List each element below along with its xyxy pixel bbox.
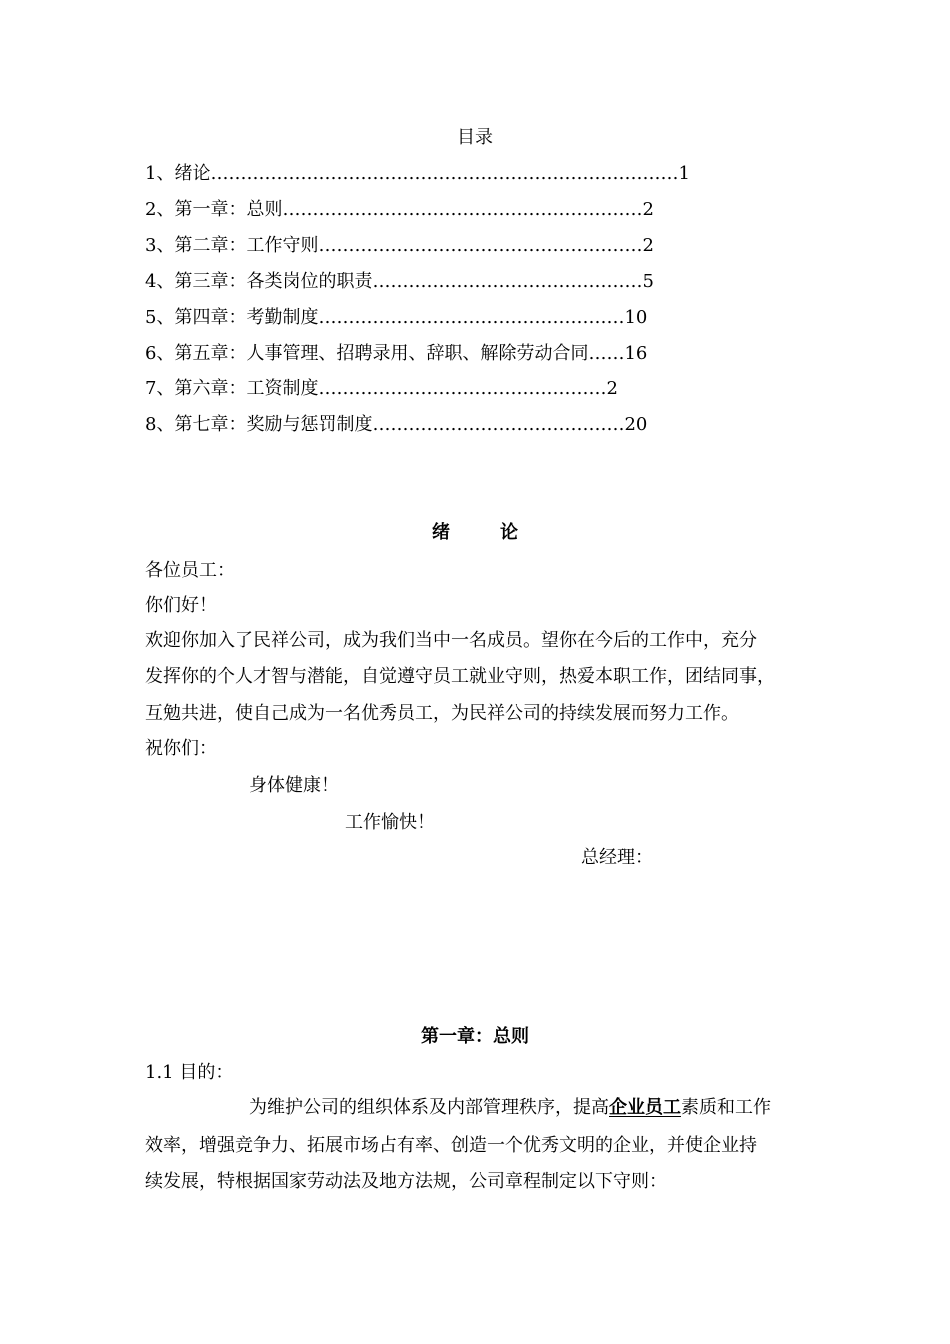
chapter1-paragraph-line: 续发展，特根据国家劳动法及地方法规，公司章程制定以下守则：	[145, 1171, 667, 1192]
intro-hello: 你们好！	[145, 595, 217, 616]
chapter1-text: 为维护公司的组织体系及内部管理秩序，提高	[249, 1097, 609, 1118]
intro-heading-part2: 论	[500, 522, 518, 543]
toc-entry: 6、第五章：人事管理、招聘录用、辞职、解除劳动合同……16	[145, 343, 648, 364]
intro-greeting: 各位员工：	[145, 560, 235, 581]
intro-paragraph-line: 互勉共进，使自己成为一名优秀员工，为民祥公司的持续发展而努力工作。	[145, 703, 739, 724]
intro-paragraph-line: 欢迎你加入了民祥公司，成为我们当中一名成员。望你在今后的工作中，充分	[145, 630, 757, 651]
chapter1-paragraph-line: 效率，增强竞争力、拓展市场占有率、创造一个优秀文明的企业，并使企业持	[145, 1135, 757, 1156]
intro-signature: 总经理：	[581, 847, 653, 868]
toc-entry: 2、第一章：总则……………………………………………………2	[145, 199, 654, 220]
toc-entry: 3、第二章：工作守则………………………………………………2	[145, 235, 654, 256]
intro-wish-work: 工作愉快！	[345, 812, 435, 833]
toc-entry: 4、第三章：各类岗位的职责………………………………………5	[145, 271, 654, 292]
chapter1-text: 素质和工作	[681, 1097, 771, 1118]
toc-entry: 7、第六章：工资制度…………………………………………2	[145, 378, 618, 399]
intro-heading-part1: 绪	[432, 522, 450, 543]
chapter1-heading: 第一章：总则	[421, 1026, 529, 1047]
emphasis-text: 企业员工	[609, 1097, 681, 1118]
intro-wish: 祝你们：	[145, 738, 217, 759]
intro-heading	[0, 521, 950, 545]
section-1-1-label: 1.1 目的：	[145, 1062, 234, 1083]
chapter1-paragraph-line	[249, 1096, 771, 1120]
toc-entry: 8、第七章：奖励与惩罚制度……………………………………20	[145, 414, 648, 435]
toc-entry: 1、绪论……………………………………………………………………1	[145, 163, 690, 184]
intro-paragraph-line: 发挥你的个人才智与潜能，自觉遵守员工就业守则，热爱本职工作，团结同事，	[145, 666, 775, 687]
toc-title: 目录	[457, 127, 493, 148]
intro-wish-health: 身体健康！	[249, 775, 339, 796]
toc-entry: 5、第四章：考勤制度……………………………………………10	[145, 307, 648, 328]
